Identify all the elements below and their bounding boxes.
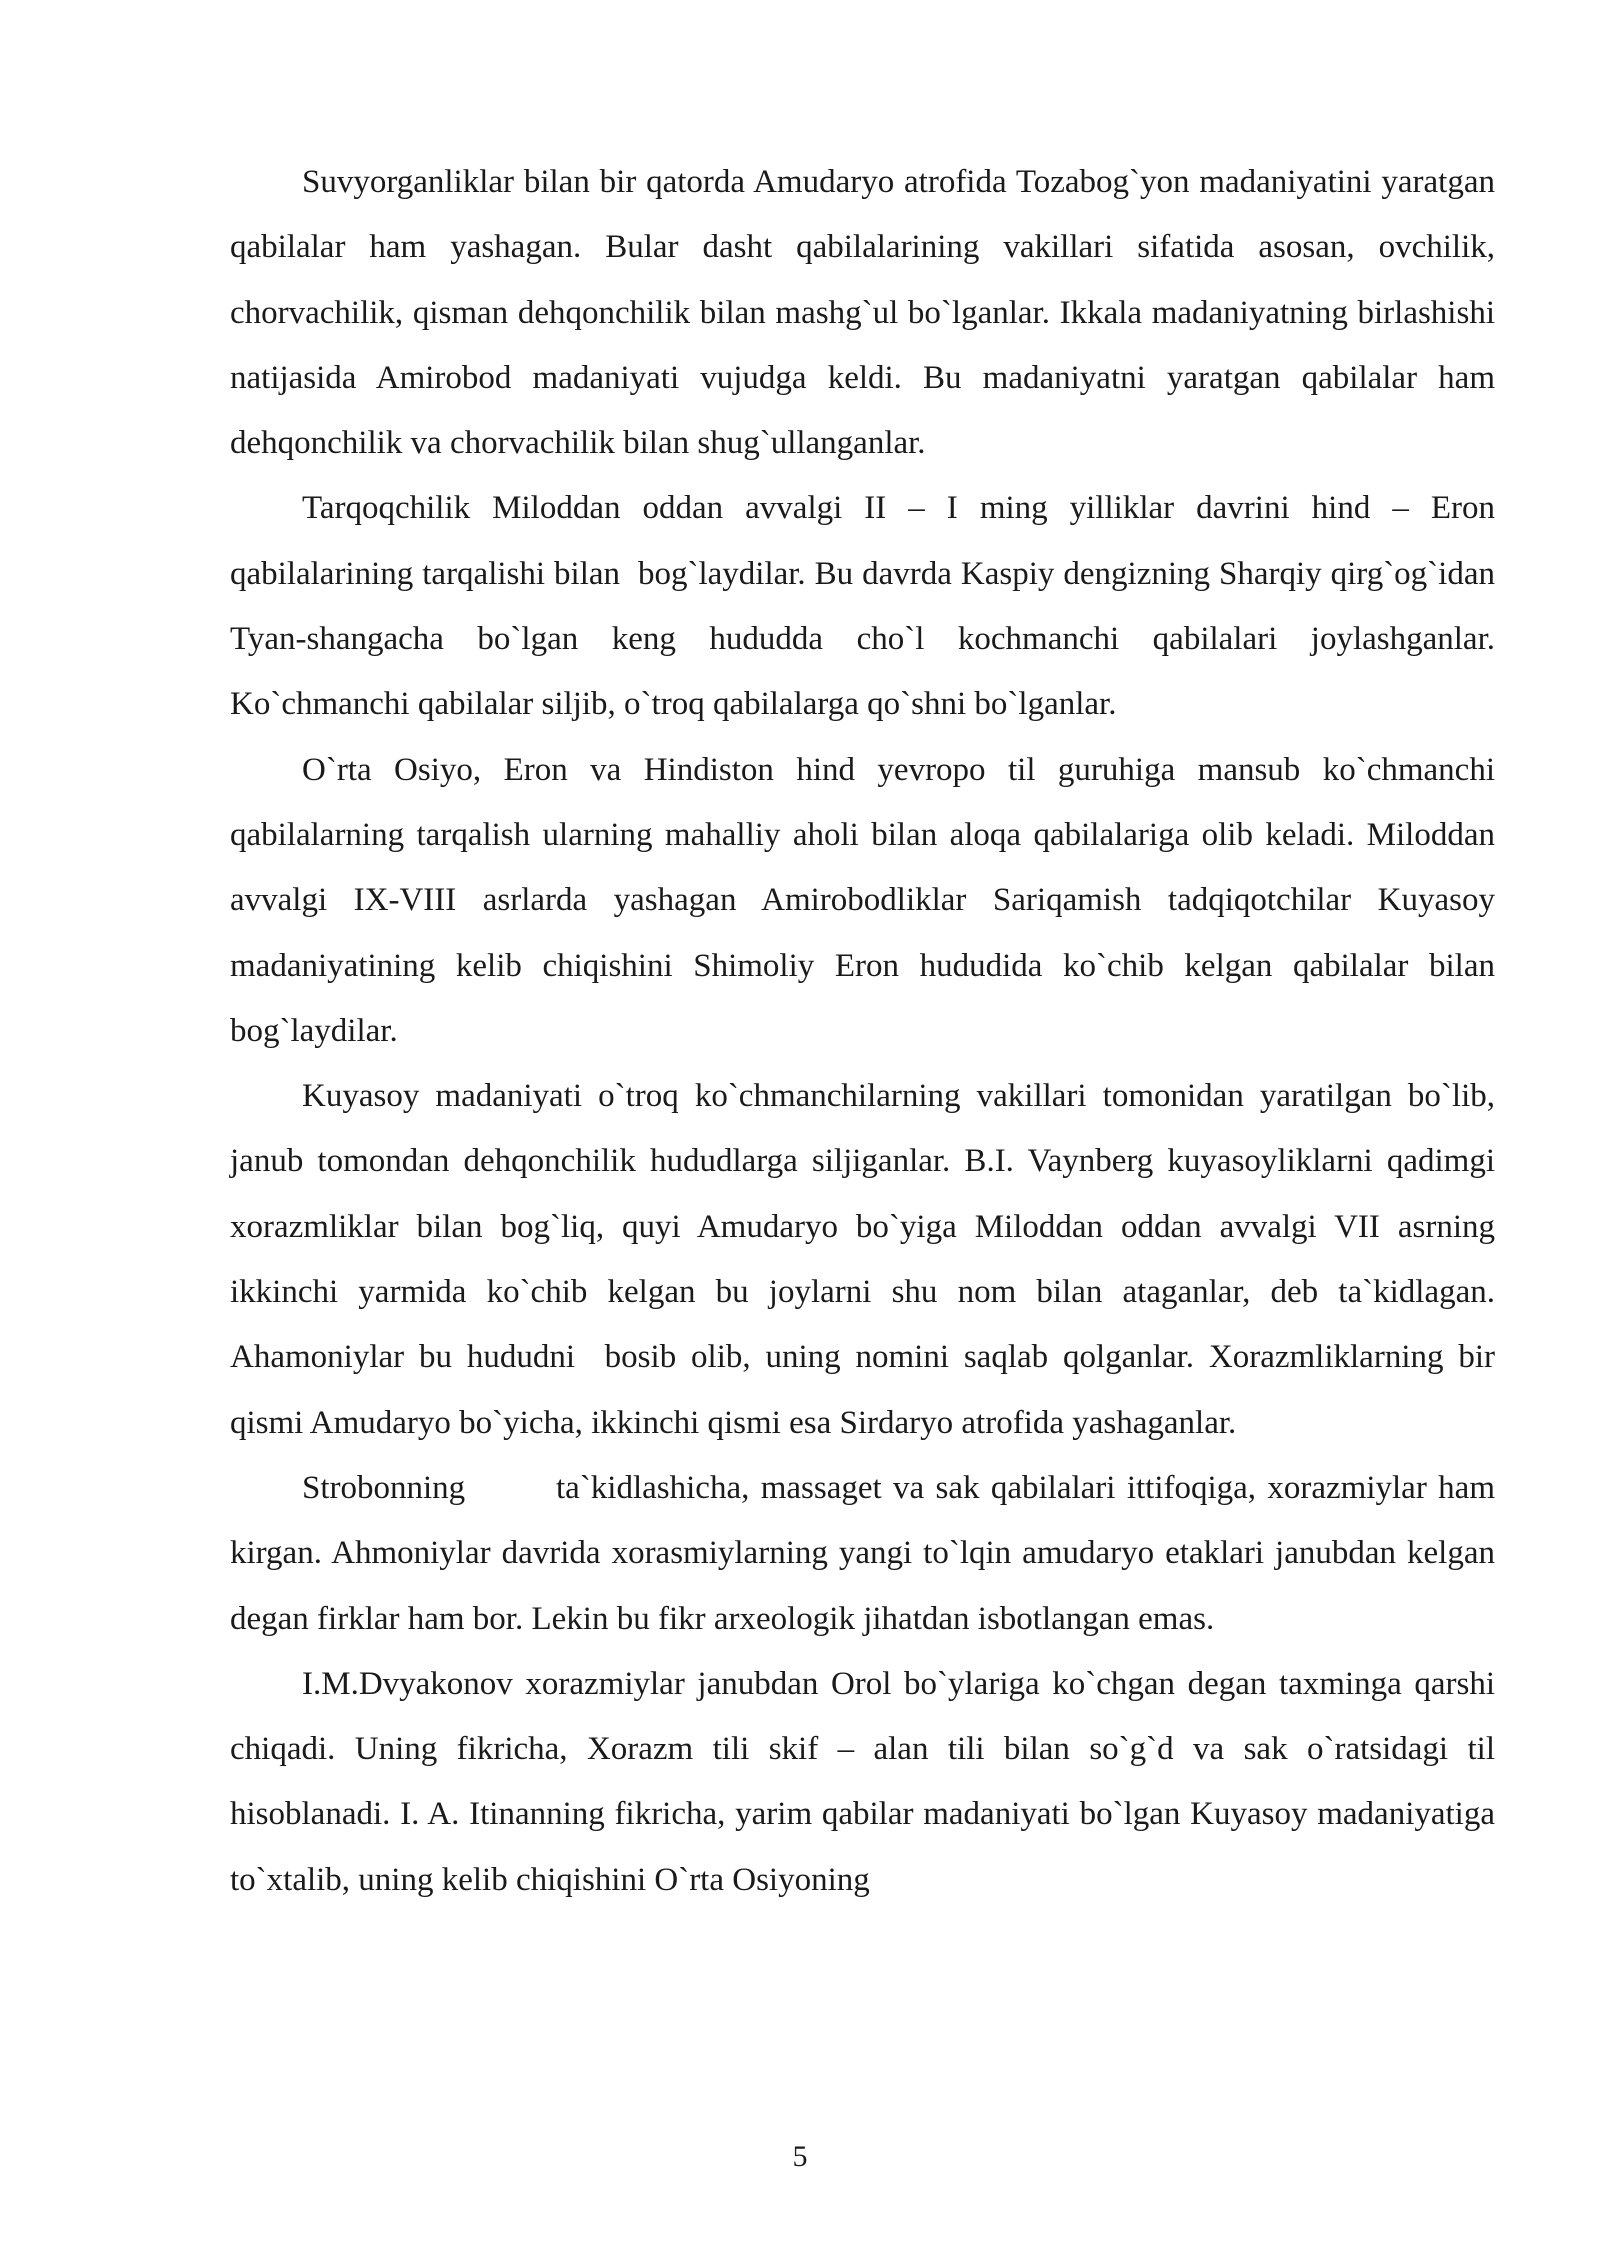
paragraph-6: I.M.Dvyakonov xorazmiylar janubdan Orol bo`ylariga ko`chgan degan taxminga qarshi chiqadi. Uning fikricha, Xorazm tili skif – alan tili bilan so`g`d va sak o`ratsidagi til hisoblanadi. I. A. Itinanning fikricha, yarim qabilar madaniyati bo`lgan Kuyasoy madaniyatiga to`xtalib, uning kelib chiqishini O`rta Osiyoning	[230, 1665, 1504, 1898]
body-text	[230, 150, 1504, 1913]
paragraph-5: Strobonning ta`kidlashicha, massaget va sak qabilalari ittifoqiga, xorazmiylar ham kirgan. Ahmoniylar davrida xorasmiylarning yangi to`lqin amudaryo etaklari janubdan kelgan degan firklar ham bor. Lekin bu fikr arxeologik jihatdan isbotlangan emas.	[230, 1469, 1504, 1637]
paragraph-2: Tarqoqchilik Miloddan oddan avvalgi II – I ming yilliklar davrini hind – Eron qabilalarining tarqalishi bilan bog`laydilar. Bu davrda Kaspiy dengizning Sharqiy qirg`og`idan Tyan-shangacha bo`lgan keng hududda cho`l kochmanchi qabilalari joylashganlar. Ko`chmanchi qabilalar siljib, o`troq qabilalarga qo`shni bo`lganlar.	[230, 490, 1504, 723]
page-number: 5	[792, 2140, 808, 2173]
paragraph-1: Suvyorganliklar bilan bir qatorda Amudaryo atrofida Tozabog`yon madaniyatini yaratgan qabilalar ham yashagan. Bular dasht qabilalarining vakillari sifatida asosan, ovchilik, chorvachilik, qisman dehqonchilik bilan mashg`ul bo`lganlar. Ikkala madaniyatning birlashishi natijasida Amirobod madaniyati vujudga keldi. Bu madaniyatni yaratgan qabilalar ham dehqonchilik va chorvachilik bilan shug`ullanganlar.	[230, 164, 1504, 462]
paragraph-3: O`rta Osiyo, Eron va Hindiston hind yevropo til guruhiga mansub ko`chmanchi qabilalarning tarqalish ularning mahalliy aholi bilan aloqa qabilalariga olib keladi. Miloddan avvalgi IX-VIII asrlarda yashagan Amirobodliklar Sariqamish tadqiqotchilar Kuyasoy madaniyatining kelib chiqishini Shimoliy Eron hududida ko`chib kelgan qabilalar bilan bog`laydilar.	[230, 751, 1504, 1049]
paragraph-4: Kuyasoy madaniyati o`troq ko`chmanchilarning vakillari tomonidan yaratilgan bo`lib, janub tomondan dehqonchilik hududlarga siljiganlar. B.I. Vaynberg kuyasoyliklarni qadimgi xorazmliklar bilan bog`liq, quyi Amudaryo bo`yiga Miloddan oddan avvalgi VII asrning ikkinchi yarmida ko`chib kelgan bu joylarni shu nom bilan ataganlar, deb ta`kidlagan. Ahamoniylar bu hududni bosib olib, uning nomini saqlab qolganlar. Xorazmliklarning bir qismi Amudaryo bo`yicha, ikkinchi qismi esa Sirdaryo atrofida yashaganlar.	[230, 1078, 1504, 1441]
